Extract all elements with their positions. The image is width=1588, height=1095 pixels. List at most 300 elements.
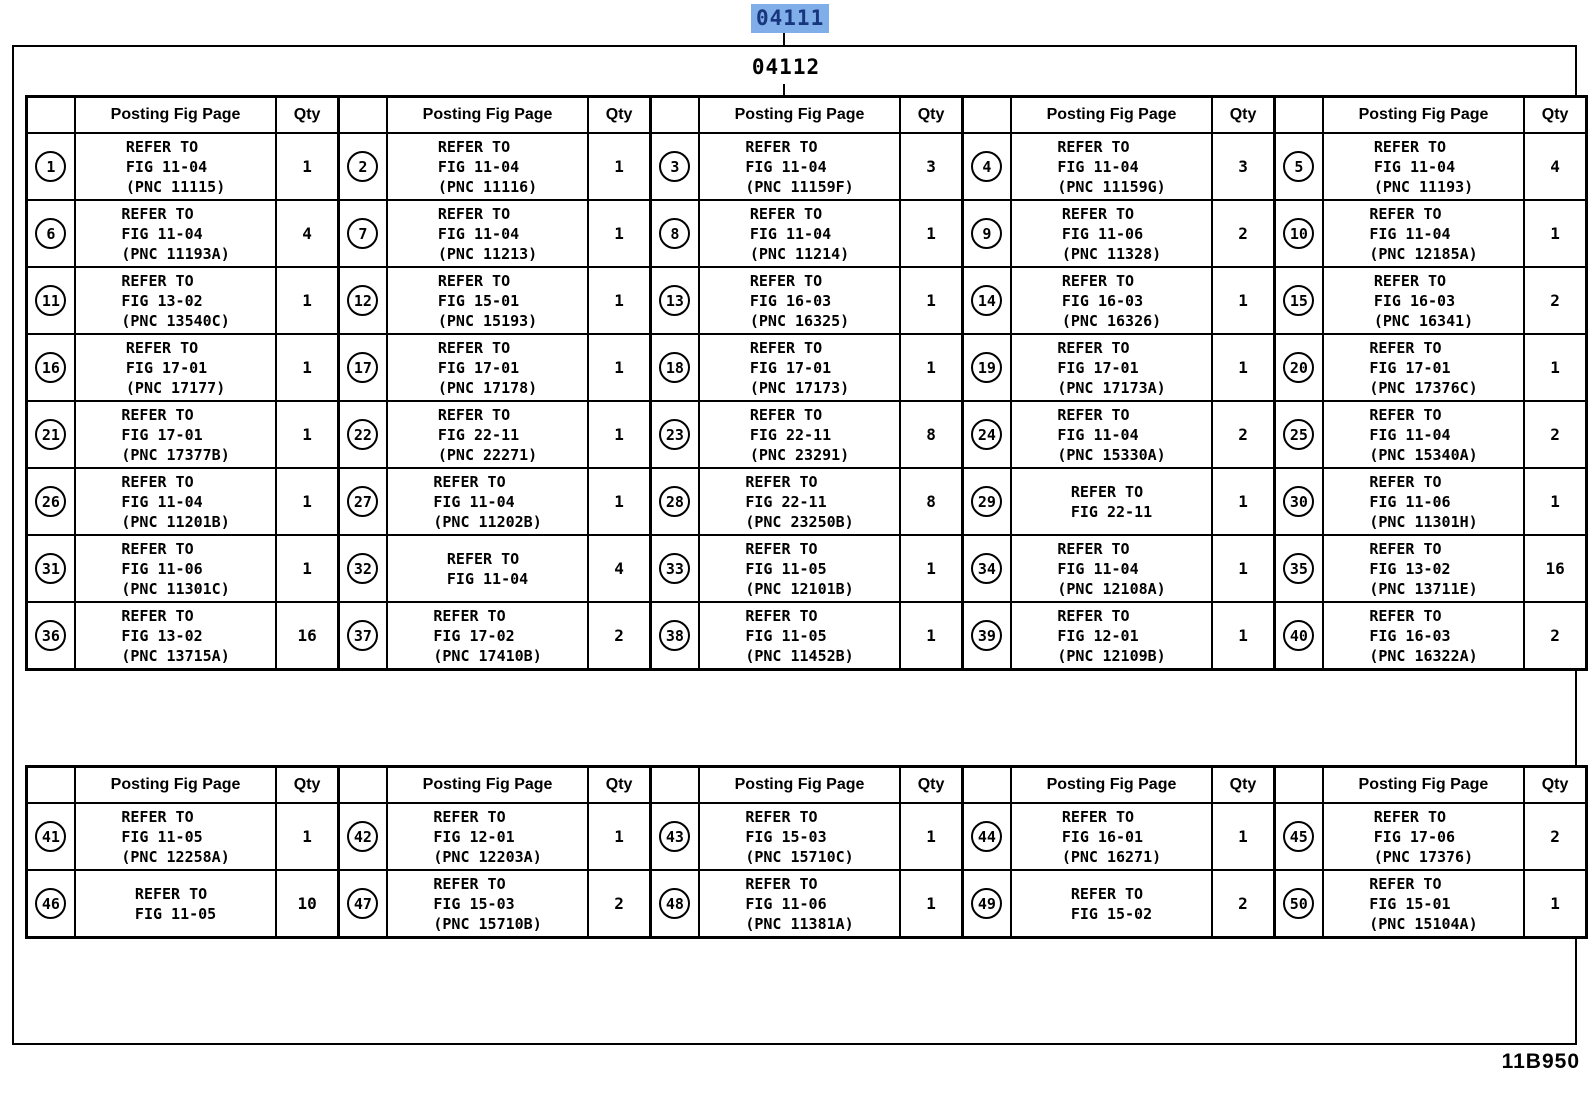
item-number-cell: [650, 133, 698, 200]
refer-to-text: [1062, 807, 1161, 867]
refer-line: FIG 11-06: [121, 559, 203, 578]
posting-fig-cell: [1011, 870, 1212, 938]
qty-cell: [588, 803, 650, 870]
refer-line: (PNC 11202B): [433, 512, 542, 531]
refer-line: FIG 22-11: [745, 492, 827, 511]
qty-value: 3: [1238, 157, 1248, 176]
refer-line: REFER TO: [125, 137, 199, 156]
refer-line: (PNC 16271): [1061, 847, 1162, 866]
qty-cell: [1212, 267, 1274, 334]
posting-fig-cell: [387, 267, 588, 334]
posting-fig-text: [700, 202, 899, 265]
refer-line: (PNC 17173): [749, 378, 850, 397]
posting-fig-cell: [699, 468, 900, 535]
item-number-badge-wrap: [964, 872, 1010, 935]
item-number-cell: [338, 334, 386, 401]
qty-value: 1: [1238, 559, 1248, 578]
item-number-badge-wrap: [652, 403, 698, 466]
item-number-badge-wrap: [28, 805, 74, 868]
item-number-cell: [962, 870, 1010, 938]
table-row: [27, 468, 1587, 535]
refer-line: REFER TO: [1369, 539, 1442, 558]
posting-fig-text: [1324, 470, 1523, 533]
part-number-callout-04111[interactable]: 04111: [751, 4, 829, 33]
qty-cell: [1524, 535, 1586, 602]
item-number-badge-wrap: [340, 604, 386, 667]
refer-line: FIG 11-05: [134, 904, 217, 923]
refer-line: (PNC 12108A): [1057, 579, 1166, 598]
qty-value: 2: [1550, 827, 1560, 846]
item-number-badge-wrap: [964, 470, 1010, 533]
posting-fig-cell: [387, 870, 588, 938]
qty-cell: [900, 870, 962, 938]
posting-fig-text: [700, 470, 899, 533]
refer-line: FIG 16-01: [1061, 827, 1144, 846]
item-number-badge: 27: [347, 486, 378, 517]
item-number-badge-wrap: [964, 336, 1010, 399]
refer-line: (PNC 16326): [1061, 311, 1162, 330]
item-number-badge-wrap: [340, 470, 386, 533]
posting-fig-cell: [699, 334, 900, 401]
item-number-badge: 34: [971, 553, 1002, 584]
item-number-badge: 47: [347, 888, 378, 919]
qty-value: 1: [302, 358, 312, 377]
qty-cell: [588, 133, 650, 200]
refer-line: FIG 13-02: [121, 291, 203, 310]
posting-fig-text: [388, 805, 587, 868]
refer-line: REFER TO: [749, 405, 823, 424]
refer-to-text: [121, 271, 229, 331]
refer-line: FIG 11-04: [437, 157, 520, 176]
posting-fig-cell: [75, 535, 276, 602]
item-number-badge: 5: [1283, 151, 1314, 182]
refer-line: REFER TO: [1057, 405, 1130, 424]
item-number-badge-wrap: [28, 872, 74, 935]
item-number-cell: [962, 602, 1010, 670]
posting-fig-cell: [1323, 334, 1524, 401]
qty-value: 1: [1238, 626, 1248, 645]
qty-cell: [276, 535, 338, 602]
refer-line: (PNC 17376C): [1369, 378, 1478, 397]
qty-header: Qty: [900, 97, 962, 134]
refer-to-text: [750, 405, 849, 465]
item-number-cell: [338, 267, 386, 334]
posting-fig-text: [388, 269, 587, 332]
item-number-badge-wrap: [340, 336, 386, 399]
table-header-row: [27, 97, 1587, 134]
item-number-cell: [1274, 401, 1322, 468]
qty-value: 1: [614, 425, 624, 444]
item-number-badge: 6: [35, 218, 66, 249]
table-row: [27, 535, 1587, 602]
posting-fig-cell: [1011, 133, 1212, 200]
item-number-badge: 45: [1283, 821, 1314, 852]
qty-cell: [1524, 267, 1586, 334]
refer-line: FIG 15-01: [1369, 894, 1451, 913]
posting-fig-page-header: Posting Fig Page: [699, 767, 900, 804]
qty-cell: [1212, 870, 1274, 938]
posting-fig-text: [1012, 403, 1211, 466]
posting-fig-text: [1012, 135, 1211, 198]
refer-line: REFER TO: [745, 539, 818, 558]
qty-value: 1: [1550, 358, 1560, 377]
refer-line: (PNC 12101B): [745, 579, 854, 598]
qty-header: Qty: [276, 97, 338, 134]
refer-line: FIG 11-06: [745, 894, 827, 913]
refer-line: REFER TO: [437, 338, 511, 357]
item-number-badge: 26: [35, 486, 66, 517]
refer-to-text: [1374, 271, 1473, 331]
refer-line: (PNC 16325): [749, 311, 850, 330]
qty-value: 1: [1550, 894, 1560, 913]
refer-to-text: [750, 204, 849, 264]
refer-to-text: [433, 807, 541, 867]
item-number-header: [27, 767, 75, 804]
posting-fig-text: [76, 470, 275, 533]
refer-to-text: [1369, 405, 1477, 465]
qty-value: 1: [1238, 358, 1248, 377]
qty-value: 2: [1550, 291, 1560, 310]
refer-line: (PNC 17377B): [121, 445, 230, 464]
refer-line: FIG 11-04: [1369, 224, 1451, 243]
qty-cell: [588, 267, 650, 334]
item-number-badge: 40: [1283, 620, 1314, 651]
item-number-badge-wrap: [340, 269, 386, 332]
qty-cell: [1524, 870, 1586, 938]
item-number-badge-wrap: [1276, 202, 1322, 265]
table-row: [27, 267, 1587, 334]
item-number-badge-wrap: [652, 805, 698, 868]
qty-value: 8: [926, 425, 936, 444]
refer-to-text: [447, 549, 528, 589]
qty-value: 1: [302, 492, 312, 511]
refer-line: REFER TO: [134, 884, 208, 903]
posting-fig-text: [700, 537, 899, 600]
qty-value: 1: [614, 492, 624, 511]
posting-fig-cell: [1323, 870, 1524, 938]
refer-line: (PNC 11116): [437, 177, 538, 196]
qty-cell: [900, 468, 962, 535]
qty-cell: [900, 535, 962, 602]
item-number-cell: [650, 803, 698, 870]
refer-line: (PNC 17410B): [433, 646, 542, 665]
item-number-header: [27, 97, 75, 134]
qty-value: 1: [302, 559, 312, 578]
qty-value: 2: [1238, 894, 1248, 913]
item-number-header: [650, 97, 698, 134]
posting-fig-text: [1012, 269, 1211, 332]
item-number-cell: [962, 468, 1010, 535]
posting-fig-text: [1324, 336, 1523, 399]
item-number-badge-wrap: [28, 135, 74, 198]
qty-cell: [276, 401, 338, 468]
qty-header: Qty: [588, 767, 650, 804]
refer-line: REFER TO: [446, 549, 520, 568]
item-number-cell: [27, 401, 75, 468]
refer-line: (PNC 11201B): [121, 512, 230, 531]
qty-cell: [276, 468, 338, 535]
refer-line: (PNC 17173A): [1057, 378, 1166, 397]
posting-fig-cell: [1323, 401, 1524, 468]
table-row: [27, 870, 1587, 938]
refer-to-text: [1057, 338, 1165, 398]
refer-line: REFER TO: [1373, 271, 1447, 290]
qty-cell: [1212, 200, 1274, 267]
refer-to-text: [126, 137, 225, 197]
posting-fig-text: [700, 336, 899, 399]
refer-line: REFER TO: [433, 874, 506, 893]
posting-fig-text: [388, 336, 587, 399]
refer-line: FIG 17-01: [749, 358, 832, 377]
item-number-cell: [27, 602, 75, 670]
qty-cell: [1524, 468, 1586, 535]
refer-line: REFER TO: [125, 338, 199, 357]
posting-fig-text: [1324, 537, 1523, 600]
item-number-badge: 16: [35, 352, 66, 383]
qty-cell: [1212, 468, 1274, 535]
refer-line: FIG 11-04: [121, 492, 203, 511]
posting-fig-cell: [387, 334, 588, 401]
posting-fig-text: [1324, 604, 1523, 667]
refer-line: FIG 11-05: [745, 559, 827, 578]
table-row: [27, 602, 1587, 670]
posting-fig-page-header: Posting Fig Page: [387, 767, 588, 804]
posting-fig-page-header: Posting Fig Page: [1323, 97, 1524, 134]
item-number-badge: 48: [659, 888, 690, 919]
qty-value: 2: [1550, 626, 1560, 645]
qty-cell: [588, 200, 650, 267]
posting-fig-cell: [1323, 267, 1524, 334]
table-row: [27, 401, 1587, 468]
item-number-cell: [1274, 803, 1322, 870]
item-number-badge-wrap: [28, 269, 74, 332]
qty-header: Qty: [900, 767, 962, 804]
item-number-cell: [962, 200, 1010, 267]
qty-value: 1: [926, 559, 936, 578]
item-number-cell: [650, 334, 698, 401]
posting-fig-text: [1012, 872, 1211, 935]
refer-to-text: [1057, 539, 1165, 599]
posting-fig-text: [76, 269, 275, 332]
refer-line: FIG 11-05: [121, 827, 203, 846]
refer-line: FIG 12-01: [433, 827, 515, 846]
item-number-cell: [338, 401, 386, 468]
qty-cell: [900, 133, 962, 200]
item-number-badge-wrap: [1276, 805, 1322, 868]
refer-to-text: [433, 874, 541, 934]
posting-fig-page-header: Posting Fig Page: [75, 767, 276, 804]
refer-to-text: [438, 405, 537, 465]
refer-line: (PNC 16341): [1373, 311, 1474, 330]
refer-line: REFER TO: [1057, 539, 1130, 558]
qty-value: 1: [302, 291, 312, 310]
item-number-badge-wrap: [28, 336, 74, 399]
posting-fig-text: [700, 403, 899, 466]
qty-cell: [1212, 602, 1274, 670]
table-row: [27, 133, 1587, 200]
refer-line: FIG 11-04: [1057, 425, 1139, 444]
item-number-cell: [338, 468, 386, 535]
refer-line: REFER TO: [121, 405, 194, 424]
item-number-badge: 2: [347, 151, 378, 182]
item-number-cell: [338, 535, 386, 602]
refer-line: (PNC 11381A): [745, 914, 854, 933]
posting-fig-text: [1012, 604, 1211, 667]
refer-line: FIG 17-01: [1057, 358, 1139, 377]
posting-fig-text: [388, 872, 587, 935]
refer-to-text: [433, 606, 541, 666]
refer-line: REFER TO: [437, 271, 511, 290]
table-row: [27, 200, 1587, 267]
refer-to-text: [1057, 606, 1165, 666]
posting-fig-text: [388, 604, 587, 667]
posting-fig-text: [76, 135, 275, 198]
item-number-badge-wrap: [1276, 872, 1322, 935]
refer-line: FIG 11-04: [433, 492, 515, 511]
posting-fig-cell: [699, 401, 900, 468]
item-number-badge: 20: [1283, 352, 1314, 383]
refer-to-text: [121, 539, 229, 599]
refer-line: FIG 11-04: [749, 224, 832, 243]
refer-line: REFER TO: [1057, 338, 1130, 357]
refer-line: REFER TO: [1369, 338, 1442, 357]
refer-line: (PNC 15104A): [1369, 914, 1478, 933]
item-number-badge: 50: [1283, 888, 1314, 919]
posting-fig-page-header: Posting Fig Page: [699, 97, 900, 134]
parts-reference-table: [25, 765, 1588, 939]
qty-value: 1: [1238, 492, 1248, 511]
item-number-badge-wrap: [28, 537, 74, 600]
refer-line: (PNC 11213): [437, 244, 538, 263]
qty-cell: [1212, 334, 1274, 401]
refer-line: REFER TO: [749, 204, 823, 223]
refer-line: FIG 11-04: [437, 224, 520, 243]
refer-line: FIG 16-03: [749, 291, 832, 310]
posting-fig-page-header: Posting Fig Page: [75, 97, 276, 134]
qty-value: 2: [1238, 425, 1248, 444]
item-number-cell: [27, 334, 75, 401]
refer-line: FIG 11-04: [125, 157, 208, 176]
refer-line: FIG 12-01: [1057, 626, 1139, 645]
posting-fig-text: [1012, 537, 1211, 600]
refer-line: FIG 11-05: [745, 626, 827, 645]
posting-fig-text: [388, 470, 587, 533]
item-number-badge: 9: [971, 218, 1002, 249]
item-number-badge-wrap: [28, 403, 74, 466]
refer-line: REFER TO: [121, 807, 194, 826]
refer-line: REFER TO: [745, 472, 818, 491]
refer-line: FIG 22-11: [437, 425, 520, 444]
item-number-cell: [962, 267, 1010, 334]
refer-line: REFER TO: [1061, 807, 1135, 826]
refer-line: (PNC 17178): [437, 378, 538, 397]
qty-value: 1: [926, 827, 936, 846]
qty-cell: [1524, 200, 1586, 267]
refer-line: REFER TO: [1061, 271, 1135, 290]
refer-line: REFER TO: [745, 874, 818, 893]
qty-value: 16: [297, 626, 317, 645]
item-number-badge: 8: [659, 218, 690, 249]
posting-fig-cell: [75, 200, 276, 267]
refer-line: REFER TO: [1057, 137, 1130, 156]
posting-fig-cell: [1323, 468, 1524, 535]
item-number-badge: 41: [35, 821, 66, 852]
item-number-badge-wrap: [652, 872, 698, 935]
refer-line: REFER TO: [1057, 606, 1130, 625]
refer-line: REFER TO: [121, 472, 194, 491]
refer-line: (PNC 17177): [125, 378, 226, 397]
qty-header: Qty: [588, 97, 650, 134]
refer-line: REFER TO: [1369, 204, 1442, 223]
refer-line: REFER TO: [437, 137, 511, 156]
refer-to-text: [1062, 271, 1161, 331]
refer-to-text: [1369, 204, 1477, 264]
posting-fig-text: [1324, 202, 1523, 265]
posting-fig-text: [76, 336, 275, 399]
posting-fig-text: [76, 872, 275, 935]
item-number-cell: [338, 870, 386, 938]
item-number-cell: [962, 535, 1010, 602]
qty-cell: [276, 870, 338, 938]
posting-fig-cell: [1011, 334, 1212, 401]
item-number-badge-wrap: [340, 403, 386, 466]
item-number-badge-wrap: [28, 604, 74, 667]
posting-fig-cell: [699, 870, 900, 938]
item-number-cell: [962, 803, 1010, 870]
item-number-cell: [1274, 468, 1322, 535]
refer-to-text: [745, 472, 853, 532]
refer-to-text: [121, 606, 229, 666]
item-number-badge: 31: [35, 553, 66, 584]
posting-fig-cell: [1323, 133, 1524, 200]
posting-fig-text: [1012, 470, 1211, 533]
refer-to-text: [1057, 405, 1165, 465]
posting-fig-cell: [699, 267, 900, 334]
refer-to-text: [745, 874, 853, 934]
item-number-header: [1274, 97, 1322, 134]
qty-value: 16: [1545, 559, 1565, 578]
posting-fig-text: [1012, 805, 1211, 868]
item-number-badge: 32: [347, 553, 378, 584]
qty-value: 1: [926, 224, 936, 243]
qty-cell: [1212, 803, 1274, 870]
refer-line: (PNC 13540C): [121, 311, 230, 330]
posting-fig-text: [388, 537, 587, 600]
refer-line: REFER TO: [1369, 472, 1442, 491]
item-number-cell: [650, 602, 698, 670]
refer-line: (PNC 11193): [1373, 177, 1474, 196]
qty-cell: [1212, 133, 1274, 200]
refer-line: REFER TO: [745, 606, 818, 625]
refer-line: (PNC 15710C): [745, 847, 854, 866]
refer-line: FIG 22-11: [749, 425, 832, 444]
qty-value: 8: [926, 492, 936, 511]
refer-line: FIG 17-01: [1369, 358, 1451, 377]
upper-parts-table-container: [25, 95, 1588, 671]
item-number-header: [338, 767, 386, 804]
posting-fig-cell: [387, 602, 588, 670]
item-number-badge-wrap: [340, 202, 386, 265]
item-number-badge: 49: [971, 888, 1002, 919]
part-number-label-04112[interactable]: 04112: [751, 55, 821, 79]
page-code: 11B950: [1501, 1050, 1580, 1073]
item-number-badge: 28: [659, 486, 690, 517]
item-number-cell: [27, 468, 75, 535]
posting-fig-page-header: Posting Fig Page: [1323, 767, 1524, 804]
item-number-badge: 12: [347, 285, 378, 316]
item-number-badge-wrap: [28, 470, 74, 533]
posting-fig-cell: [1011, 803, 1212, 870]
